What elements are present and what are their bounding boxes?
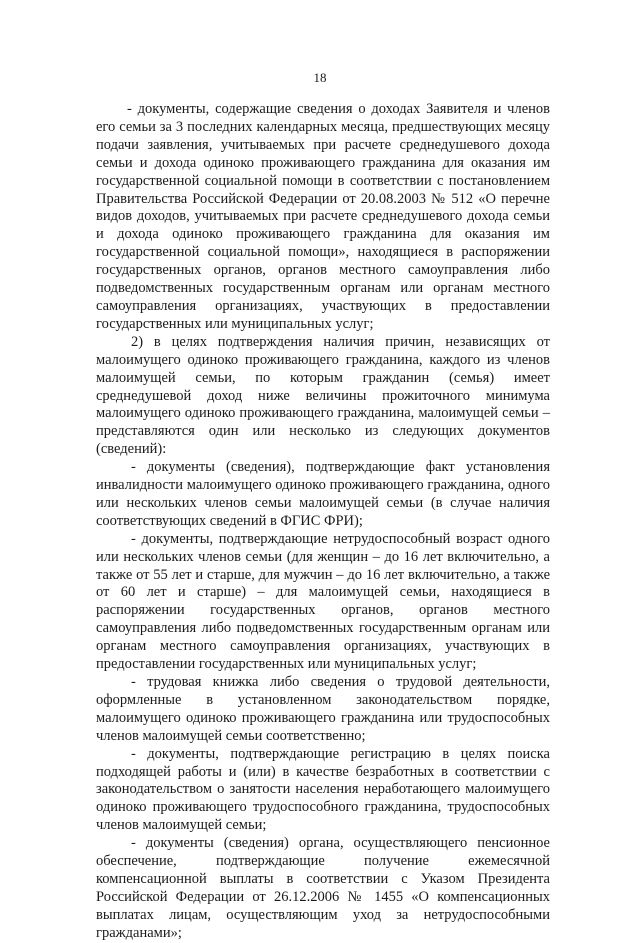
- page-number: 18: [313, 70, 327, 85]
- paragraph-age-documents: - документы, подтверждающие нетрудоспособный возраст одного или нескольких членов семьи (для женщин – до 16 лет включительно, а также от 55 лет и старше, для мужчин – до 16 лет включительно, а также от 60 лет и старше) – для малоимущей семьи, находящиеся в распоряжении государственных органов, органов местного самоуправления либо подведомственных государственным органам или органам местного самоуправления организациях, участвующих в предоставлении государственных или муниципальных услуг;: [96, 530, 550, 673]
- paragraph-unemployment-registration: - документы, подтверждающие регистрацию в целях поиска подходящей работы и (или) в качестве безработных в соответствии с законодательством о занятости населения неработающего малоимущего одиноко проживающего трудоспособного гражданина, трудоспособных членов малоимущей семьи;: [96, 745, 550, 834]
- paragraph-disability-documents: - документы (сведения), подтверждающие факт установления инвалидности малоимущего одиноко проживающего гражданина, одного или нескольких членов семьи малоимущей семьи (в случае наличия соответствующих сведений в ФГИС ФРИ);: [96, 459, 550, 529]
- paragraph-employment-record: - трудовая книжка либо сведения о трудовой деятельности, оформленные в установленном законодательством порядке, малоимущего одиноко проживающего гражданина или трудоспособных членов малоимущей семьи соответственно;: [96, 674, 550, 744]
- document-body: [96, 101, 550, 943]
- paragraph-pension-documents: - документы (сведения) органа, осуществляющего пенсионное обеспечение, подтверждающие получение ежемесячной компенсационной выплаты в соответствии с Указом Президента Российской Федерации от 26.12.2006 № 1455 «О компенсационных выплатах лицам, осуществляющим уход за нетрудоспособными гражданами»;: [96, 835, 550, 941]
- paragraph-item-2: 2) в целях подтверждения наличия причин, независящих от малоимущего одиноко проживающего гражданина, каждого из членов малоимущей семьи, по которым гражданин (семья) имеет среднедушевой доход ниже величины прожиточного минимума малоимущего одиноко проживающего гражданина, малоимущей семьи – представляются один или несколько из следующих документов (сведений):: [96, 333, 550, 458]
- paragraph-income-documents: - документы, содержащие сведения о доходах Заявителя и членов его семьи за 3 последних календарных месяца, предшествующих месяцу подачи заявления, учитываемых при расчете среднедушевого дохода семьи и дохода одиноко проживающего гражданина для оказания им государственной социальной помощи в соответствии с постановлением Правительства Российской Федерации от 20.08.2003 № 512 «О перечне видов доходов, учитываемых при расчете среднедушевого дохода семьи и дохода одиноко проживающего гражданина для оказания им государственной социальной помощи», находящиеся в распоряжении государственных органов, органов местного самоуправления либо подведомственных государственным органам или органам местного самоуправления организациях, участвующих в предоставлении государственных или муниципальных услуг;: [96, 101, 550, 332]
